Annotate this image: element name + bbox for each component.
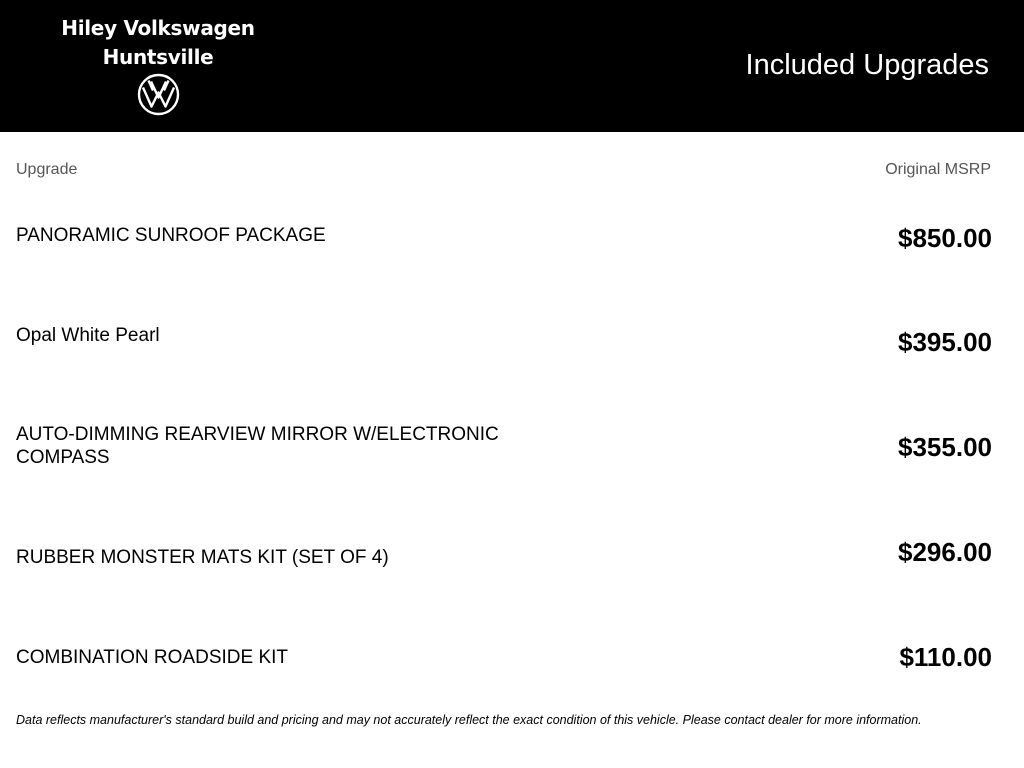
vw-logo-icon [137,73,180,116]
column-header-msrp: Original MSRP [885,161,991,178]
upgrade-price: $395.00 [898,327,992,357]
column-header-upgrade: Upgrade [16,161,78,178]
dealer-logo [58,14,258,72]
upgrade-name: PANORAMIC SUNROOF PACKAGE [16,225,326,246]
upgrade-row [0,536,1024,596]
upgrade-price: $110.00 [899,642,992,672]
upgrade-row [0,323,1024,383]
upgrade-name: AUTO-DIMMING REARVIEW MIRROR W/ELECTRONIC COMPASS [16,424,499,468]
dealer-name: Hiley Volkswagen [61,16,255,40]
upgrade-price: $850.00 [898,223,992,253]
upgrade-row [0,223,1024,283]
dealer-city: Huntsville [102,45,214,69]
page-title: Included Upgrades [745,49,989,81]
upgrade-price: $355.00 [898,432,992,462]
header-bar [0,0,1024,132]
upgrade-row [0,423,1024,483]
upgrade-name: RUBBER MONSTER MATS KIT (SET OF 4) [16,547,389,568]
upgrade-price: $296.00 [898,537,992,567]
disclaimer-text: Data reflects manufacturer's standard build and pricing and may not accurately reflect the exact condition of this vehicle. Please contact dealer for more information. [16,713,922,727]
upgrade-name: Opal White Pearl [16,325,160,346]
upgrade-name: COMBINATION ROADSIDE KIT [16,647,289,668]
upgrade-row [0,636,1024,696]
